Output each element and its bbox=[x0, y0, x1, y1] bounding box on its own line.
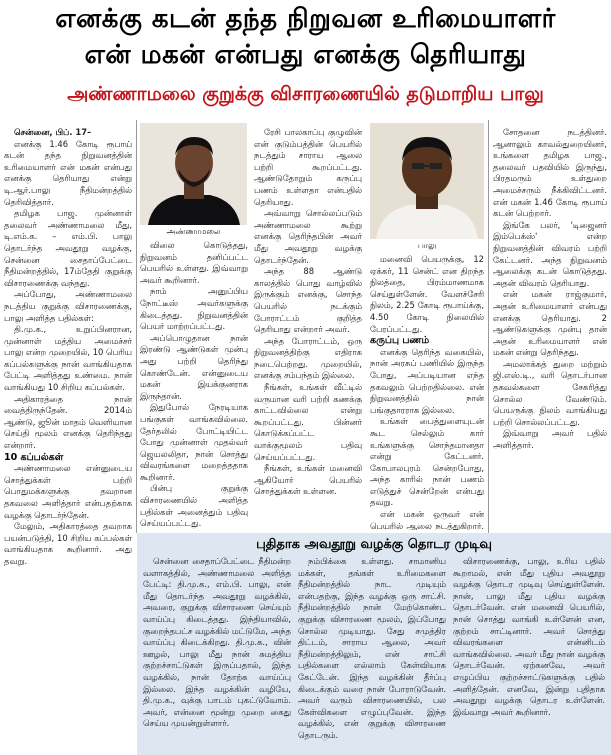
paragraph: இங்கே பலர், 'டிஜைனர் இம்பெக்ஸ்' என்ற நிறுவனத்தின் விவரம் பற்றி கேட்டனர். அந்த நிறுவனம் ஆலைக்கு கடன் கொடுத்தது. அதன் விவரம் தெரியாது. bbox=[493, 219, 607, 288]
paragraph: எனக்கு தெரிந்த வகையில், நான் அரசுப் பணியில் இருந்த போது, அப்படியான எந்த தகவலும் பெற்றதில்லை. என் நிறுவனத்தில் நான் பங்குதாரராக இல்லை. bbox=[370, 346, 484, 415]
paragraph: இதுபோல் நேரடியாக பங்குகள் வாங்கவில்லை. தேர்தலில் போட்டியிட்ட போது முன்னாள் முதல்வர் ஜெயலலிதா, நான் சொத்து விவரங்களை மறைத்ததாக கூறினார். bbox=[140, 402, 248, 482]
headline-line-1: எனக்கு கடன் தந்த நிறுவன உரிமையாளர் bbox=[55, 4, 556, 34]
box-column-1 bbox=[143, 556, 291, 753]
paragraph: நம்பிக்கை உள்ளது. சாமானிய மக்கள், தங்கள் உரிமைகளை நீதிமன்றத்தில் நாட முடியும் என்பதற்கு, இந்த வழக்கு ஒரு சாட்சி. நீதிமன்றத்தில் நான் மேற்கொண்ட குறுக்கு விசாரணை மூலம், இப்போது சொல்ல முடியாது. சேது சமுத்திர திட்டம், சாராய ஆலை, அவர் நீதிமன்றத்திலும், என் சாட்சி பதில்களை எல்லாம் கேள்வியாக கேட்டேன். இந்த வழக்கின் தீர்ப்பு கிடைக்கும் வரை நான் போராடுவேன். அவர் வரும் விசாரணையில், பல கேள்விகளை எழுப்புவேன். இந்த வழக்கில், என் குறுக்கு விசாரணை தொடரும். bbox=[298, 556, 446, 740]
paragraph: அமலாக்கத் துறை மற்றும் ஜி.எஸ்.டி., வரி தொடர்பான தகவல்களை சேகரித்து சொல்ல வேண்டும். பெயருக்கு நிலம் வாங்கியது பற்றி சொல்லப்பட்டது. bbox=[493, 358, 607, 427]
paragraph: அப்பொழுதான நான் இரண்டு ஆண்டுகள் முன்பு அது பற்றி தெரிந்து கொண்டேன். என்னுடைய மகன் இயக்குனராக இருந்தான். bbox=[140, 332, 248, 401]
article-column-3 bbox=[254, 127, 362, 530]
paragraph: தமிழக பாஜ. முன்னாள் தலைவர் அண்ணாமலை மீது, டி.எம்.க. – எம்.பி. பாலு தொடர்ந்த அவதூறு வழக்கு, சென்னை சைதாப்பேட்டை நீதிமன்றத்தில், 17ம்தேதி குறுக்கு விசாரணைக்கு வந்தது. bbox=[4, 208, 132, 288]
paragraph: அண்ணாமலை என்னுடைய சொத்துக்கள் பற்றி பொதுமக்களுக்கு தவறான தகவலை அளித்தார் என்பதற்காக வழக்கு தொடர்ந்தேன். bbox=[4, 463, 132, 520]
article-column-5 bbox=[493, 127, 607, 530]
article-column-1 bbox=[4, 127, 132, 753]
paragraph: தி.மு.க., உறுப்பினரான, முன்னாள் மத்திய அமைச்சர் பாலு என்ற முறையில், 10 பெரிய கப்பல்களுக்கு நான் வாங்கியதாக பேட்டி அளித்தது உண்மை. நான் வாங்கியது 10 சிறிய கப்பல்கள். bbox=[4, 324, 132, 393]
paragraph: சென்னை சைதாப்பேட்டை நீதிமன்ற வளாகத்தில், அண்ணாமலை அளித்த பேட்டி: தி.மு.க., எம்.பி. பாலு, என் மீது தொடர்ந்த அவதூறு வழக்கில், அவரை, குறுக்கு விசாரணை செய்யும் வாய்ப்பு கிடைத்தது. இந்தியாவில், குறைந்தபட்ச வழக்கில் மட்டுமே, அந்த வாய்ப்பு கிடைக்கிறது. தி.மு.க., வின் ஊழல், பாலு மீது நான் சுமத்திய குற்றச்சாட்டுகள் இருப்பதால், இந்த வழக்கில், நான் தோற்க வாய்ப்பு இல்லை. இந்த வழக்கின் வழியே, தி.மு.க., வுக்கு பாடம் புகட்டுவோம். அவர், என்னை மூன்று முறை கைது செய்ய முயன்றுள்ளார். bbox=[143, 556, 291, 729]
paragraph: மனைவி பெயருக்கு, 12 ஏக்கர், 11 சென்ட் என திறந்த நிலத்தை, பிரம்மாணமாக செய்துள்ளேன். வேளச்சேரி நிலம், 2.25 கோடி ரூபாய்க்கு, 4.50 கோடி நிலையில் பேரப்பட்டது. bbox=[370, 254, 484, 334]
paragraph: நாம் அனுப்பிய நோட்டீஸ் அவர்களுக்கு கிடைத்தது. நிறுவனத்தின் பெயர் மாற்றப்பட்டது. bbox=[140, 286, 248, 332]
paragraph: அவ்வாறு சொல்லப்படும் அண்ணாமலை கூற்று எனக்கு தெரிந்தபின் அவர் மீது அவதூறு வழக்கு தொடர்ந்தேன். bbox=[254, 208, 362, 265]
paragraph: அப்போது, அண்ணாமலை நடத்திய குறுக்கு விசாரணைக்கு, பாலு அளித்த பதில்கள்: bbox=[4, 289, 132, 323]
article-column-4 bbox=[370, 254, 484, 530]
paragraph: என் மகன் ஒருவர் என் பெயரில் ஆலை நடத்துகிறார். bbox=[370, 509, 484, 530]
section-subhead: கருப்பு பணம் bbox=[370, 335, 430, 347]
paragraph: இவ்வாறு அவர் பதில் அளித்தார். bbox=[493, 428, 607, 451]
paragraph: அந்த 88 ஆண்டு காலத்தில் பொது வாழ்வில் இருக்கும் எனக்கு, சொந்த பெயரில் நடக்கும் போராட்டம் குறித்த தெரியாது என்றார் அவர். bbox=[254, 266, 362, 335]
paragraph: உங்கள் பைத்துளையுடன் கூட செல்லும் கார் உங்களுக்கு சொந்தமானதா என்று கேட்டனர். கோபாலபுரம் சென்றபோது, அந்த காரில் நான் பணம் எடுத்துச் சென்றேன் என்பது தவறு. bbox=[370, 416, 484, 508]
article-column-2 bbox=[140, 240, 248, 530]
section-subhead: 10 கப்பல்கள் bbox=[4, 451, 64, 463]
box-title: புதிதாக அவதூறு வழக்கு தொடர முடிவு bbox=[256, 537, 492, 552]
paragraph: நீங்கள், உங்கள் வீட்டில் வருமான வரி பற்றி கணக்கு காட்டவில்லை என்று கூறப்பட்டது. பின்னர் கொடுக்கப்பட்ட வாக்குமூலம் பதிவு செய்யப்பட்டது. bbox=[254, 382, 362, 462]
paragraph: மேலும், அதிகாரத்தை தவறாக பயன்படுத்தி, 10 சிறிய கப்பல்கள் வாங்கியதாக கூறினார். அது தவறு. bbox=[4, 521, 132, 566]
paragraph: அந்த போராட்டம், ஒரு நிறுவனத்திற்கு எதிராக நடைபெற்றது. முறையில், எனக்கு சம்பந்தம் இல்லை. bbox=[254, 335, 362, 381]
dateline: சென்னை, பிப். 17– bbox=[14, 127, 92, 137]
paragraph: விலை கொடுத்தது, நிறுவனம் தனிப்பட்ட பெயரில் உள்ளது. இவ்வாறு அவர் கூறினார். bbox=[140, 240, 248, 285]
paragraph: விசாரணைக்கு, பாலு, உரிய பதில் கூறாமல், என் மீது புதிய அவதூறு வழக்கு தொடர முடிவு செய்துள்ளேன். நான், பாலு மீது புதிய வழக்கு தொடர்வேன். என் மனைவி பெயரில், நான் சொத்து வாங்கி உள்ளேன் என, குற்றம் சாட்டினார். அவர் சொத்து விவரங்களை என்னிடம் வாங்கவில்லை. அவர் மீது நான் வழக்கு தொடர்வேன். ஏற்கனவே, அவர் எழுப்பிய குற்றச்சாட்டுகளுக்கு பதில் அளித்தேன். எனவே, இன்று புதிதாக அவதூறு வழக்கு தொடர உள்ளேன். இவ்வாறு அவர் கூறினார். bbox=[453, 556, 605, 717]
box-column-3 bbox=[453, 556, 605, 753]
baalu-photo bbox=[370, 123, 484, 239]
annamalai-photo bbox=[140, 123, 247, 225]
headline-line-2: என் மகன் என்பது எனக்கு தெரியாது bbox=[84, 40, 527, 70]
paragraph: நீங்கள், உங்கள் மனைவி ஆகியோர் பெயரில் சொத்துக்கள் உள்ளன. bbox=[254, 463, 362, 497]
paragraph: சோதனை நடத்தினர். ஆனாலும் காவல்துறையினர், உங்களை தமிழக பாஜ., தலைவர் பதவியில் இருந்து, பிரதமரும் உள்துறை அமைச்சரும் நீக்கிவிட்டனர். என் மகன் 1.46 கோடி ரூபாய் கடன் பெற்றார். bbox=[493, 127, 607, 219]
paragraph: ரேசி பாலகாப்பு குழுவின் என் குடும்பத்தின் பெயரில் நடத்தும் சாராய ஆலை பற்றி கூறப்பட்டது. ஆண்டுதோறும் கருப்பு பணம் உள்ளதா என்பதில் தெரியாது. bbox=[254, 127, 362, 207]
photo-caption: அண்ணாமலை bbox=[166, 227, 221, 236]
paragraph: எனக்கு 1.46 கோடி ரூபாய் கடன் தந்த நிறுவனத்தின் உரிமையாளர் என் மகன் என்பது எனக்கு தெரியாது என்று டி.ஆர்.பாலு நீதிமன்றத்தில் தெரிவித்தார். bbox=[4, 138, 132, 207]
paragraph: அதிகாரத்தை நான் வைத்திருந்தேன். 2014ம் ஆண்டு, ஜூன் மாதம் வெளியான செய்தி மூலம் எனக்கு தெரிந்தது என்றார். bbox=[4, 393, 132, 451]
column-rule bbox=[488, 120, 489, 533]
paragraph: பின்பு குறுக்கு விசாரணையில் அளித்த பதில்கள் அனைத்தும் பதிவு செய்யப்பட்டது. bbox=[140, 483, 248, 529]
column-rule bbox=[136, 120, 137, 533]
subheadline: அண்ணாமலை குறுக்கு விசாரணையில் தடுமாறிய பாலு bbox=[67, 83, 544, 105]
paragraph: என் மகன் ராஜ்குமார், அதன் உரிமையாளர் என்பது எனக்கு தெரியாது. 2 ஆண்டுகளுக்கு முன்பு தான் அதன் உரிமையாளர் என் மகன் என்று தெரிந்தது. bbox=[493, 289, 607, 358]
box-column-2 bbox=[298, 556, 446, 753]
photo-caption: பாலு bbox=[417, 241, 437, 250]
